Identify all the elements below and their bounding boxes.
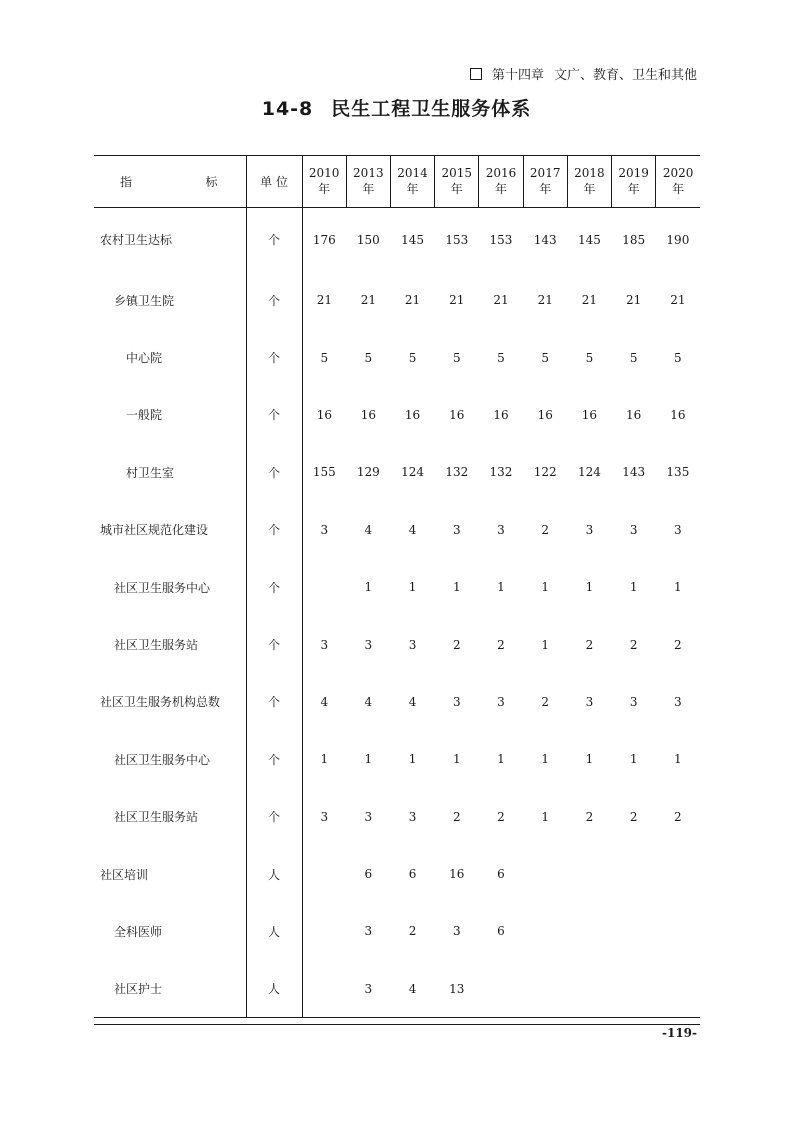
row-value: 1: [585, 580, 594, 595]
table-row: [94, 501, 700, 558]
row-value: 21: [493, 293, 509, 308]
table-row: [94, 208, 700, 272]
page-number: -119-: [661, 1026, 697, 1040]
indicator-header-left: 指: [120, 175, 133, 189]
row-unit: 个: [246, 731, 302, 788]
row-value: [656, 845, 700, 902]
row-value: 6: [408, 867, 417, 882]
table-title: [0, 94, 793, 121]
row-value: 1: [541, 637, 550, 652]
row-value: [612, 903, 656, 960]
row-value: 132: [445, 465, 469, 480]
row-value: 16: [581, 407, 598, 422]
row-value: 16: [670, 407, 686, 422]
row-label: 社区卫生服务中心: [94, 731, 246, 788]
row-value: 145: [401, 232, 424, 247]
row-label: 城市社区规范化建设: [94, 501, 246, 558]
row-value: 4: [408, 522, 417, 537]
row-value: 3: [320, 637, 329, 652]
table-row: [94, 329, 700, 386]
year-header: 2018 年: [567, 156, 611, 208]
row-value: [656, 960, 700, 1017]
row-value: 3: [364, 924, 373, 939]
year-header: 2020 年: [656, 156, 700, 208]
row-value: [302, 960, 346, 1017]
row-value: 16: [449, 867, 465, 882]
row-value: 2: [541, 694, 550, 709]
row-unit: 人: [246, 960, 302, 1017]
row-value: 1: [497, 580, 505, 595]
row-value: 21: [449, 293, 465, 308]
year-header: 2014 年: [390, 156, 434, 208]
row-value: 3: [629, 522, 638, 537]
row-value: 16: [449, 407, 465, 422]
row-value: 2: [452, 637, 461, 652]
row-value: 16: [360, 407, 376, 422]
row-value: 1: [364, 580, 373, 595]
row-value: 1: [497, 752, 505, 767]
row-value: 132: [489, 465, 513, 480]
row-value: 4: [364, 694, 373, 709]
row-label: 农村卫生达标: [94, 208, 246, 272]
row-value: 3: [629, 694, 638, 709]
row-value: 143: [622, 465, 646, 480]
row-value: 5: [408, 350, 417, 365]
row-value: 13: [435, 960, 479, 1017]
year-header: 2017 年: [523, 156, 567, 208]
row-value: 3: [364, 809, 373, 824]
row-value: 135: [666, 465, 690, 480]
row-value: 5: [629, 350, 638, 365]
row-value: 185: [622, 232, 646, 247]
row-value: 5: [497, 350, 505, 365]
row-value: 4: [364, 522, 373, 537]
row-value: 5: [674, 350, 682, 365]
table-row: [94, 444, 700, 501]
table-title-text: 民生工程卫生服务体系: [331, 98, 532, 120]
table-row: [94, 558, 700, 615]
row-value: 5: [541, 350, 550, 365]
row-value: 143: [533, 232, 557, 247]
row-unit: 个: [246, 329, 302, 386]
row-value: 21: [537, 293, 553, 308]
row-value: [656, 903, 700, 960]
row-value: 21: [626, 293, 642, 308]
row-value: 3: [452, 924, 461, 939]
table-header-row: [94, 156, 700, 208]
row-value: 1: [364, 752, 373, 767]
row-label: 社区培训: [94, 845, 246, 902]
row-value: 16: [537, 407, 553, 422]
row-value: 122: [533, 465, 557, 480]
row-label: 社区卫生服务站: [94, 788, 246, 845]
row-value: [302, 558, 346, 615]
row-value: 3: [320, 809, 329, 824]
row-value: 2: [674, 809, 682, 824]
row-label: 全科医师: [94, 903, 246, 960]
row-value: 3: [674, 694, 682, 709]
row-unit: 个: [246, 272, 302, 329]
row-value: 3: [497, 694, 505, 709]
row-value: 3: [408, 637, 417, 652]
square-bullet-icon: [470, 68, 482, 80]
row-value: 1: [408, 752, 417, 767]
row-value: 1: [629, 580, 638, 595]
row-unit: 个: [246, 558, 302, 615]
row-value: 190: [666, 232, 690, 247]
table-row: [94, 386, 700, 443]
row-value: 3: [364, 637, 373, 652]
row-value: [612, 845, 656, 902]
table-row: [94, 788, 700, 845]
row-value: 2: [629, 809, 638, 824]
row-value: 2: [497, 637, 505, 652]
row-value: 3: [674, 522, 682, 537]
row-value: 3: [408, 809, 417, 824]
bottom-rule: [94, 1024, 700, 1025]
row-value: 155: [312, 465, 336, 480]
row-value: 176: [312, 232, 336, 247]
row-value: 153: [489, 232, 513, 247]
row-value: 6: [497, 867, 505, 882]
row-value: 16: [626, 407, 642, 422]
table-row: [94, 845, 700, 902]
row-value: 3: [585, 522, 594, 537]
table-body: [94, 208, 700, 1018]
row-value: 1: [541, 752, 550, 767]
row-unit: 个: [246, 386, 302, 443]
row-unit: 个: [246, 616, 302, 673]
row-value: [612, 960, 656, 1017]
row-value: 21: [360, 293, 376, 308]
row-value: 3: [452, 694, 461, 709]
year-header: 2015 年: [435, 156, 479, 208]
unit-header: 单 位: [246, 156, 302, 208]
row-unit: 人: [246, 903, 302, 960]
row-value: 1: [541, 580, 550, 595]
row-value: 1: [320, 752, 329, 767]
row-value: 5: [585, 350, 594, 365]
row-value: [302, 903, 346, 960]
row-value: 2: [452, 809, 461, 824]
row-value: [523, 960, 567, 1017]
row-value: 2: [585, 809, 594, 824]
row-value: 3: [585, 694, 594, 709]
row-unit: 个: [246, 444, 302, 501]
row-value: 4: [390, 960, 434, 1017]
row-value: 6: [364, 867, 373, 882]
row-value: 16: [493, 407, 509, 422]
row-value: 1: [674, 752, 682, 767]
row-unit: 人: [246, 845, 302, 902]
row-unit: 个: [246, 501, 302, 558]
row-label: 社区卫生服务中心: [94, 558, 246, 615]
row-value: 2: [629, 637, 638, 652]
row-value: 153: [445, 232, 469, 247]
indicator-header-right: 标: [205, 175, 218, 189]
row-label: 社区卫生服务站: [94, 616, 246, 673]
row-value: 5: [320, 350, 329, 365]
row-value: 21: [404, 293, 421, 308]
table-row: [94, 272, 700, 329]
row-value: [523, 845, 567, 902]
row-value: 129: [356, 465, 380, 480]
row-label: 一般院: [94, 386, 246, 443]
row-value: 5: [364, 350, 373, 365]
section-label: 文广、教育、卫生和其他: [553, 68, 697, 83]
running-header: [470, 64, 697, 83]
year-header: 2016 年: [479, 156, 523, 208]
row-value: 5: [452, 350, 461, 365]
row-value: [479, 960, 523, 1017]
row-value: 3: [452, 522, 461, 537]
row-label: 村卫生室: [94, 444, 246, 501]
row-value: 21: [670, 293, 686, 308]
row-value: 1: [674, 580, 682, 595]
year-header: 2010 年: [302, 156, 346, 208]
row-value: 3: [320, 522, 329, 537]
row-value: 16: [404, 407, 421, 422]
row-value: 4: [320, 694, 329, 709]
row-value: 21: [316, 293, 332, 308]
row-value: 1: [629, 752, 638, 767]
row-value: 3: [497, 522, 505, 537]
data-table: [94, 155, 700, 1018]
indicator-header: [94, 156, 246, 208]
row-label: 乡镇卫生院: [94, 272, 246, 329]
row-value: 145: [577, 232, 601, 247]
row-unit: 个: [246, 673, 302, 730]
row-label: 社区卫生服务机构总数: [94, 673, 246, 730]
year-header: 2019 年: [612, 156, 656, 208]
row-value: 1: [541, 809, 550, 824]
table-row: [94, 903, 700, 960]
row-value: [302, 845, 346, 902]
row-value: 2: [408, 924, 417, 939]
row-value: 2: [585, 637, 594, 652]
row-value: 16: [316, 407, 332, 422]
row-value: [523, 903, 567, 960]
table-row: [94, 731, 700, 788]
row-value: 1: [408, 580, 417, 595]
table-number: 14-8: [261, 98, 314, 120]
row-value: [567, 845, 611, 902]
row-value: 1: [452, 752, 461, 767]
row-value: 6: [497, 924, 505, 939]
table-row: [94, 616, 700, 673]
row-unit: 个: [246, 208, 302, 272]
row-value: 124: [577, 465, 601, 480]
table-row: [94, 960, 700, 1017]
row-value: 3: [346, 960, 390, 1017]
year-header: 2013 年: [346, 156, 390, 208]
row-value: 2: [674, 637, 682, 652]
table-row: [94, 673, 700, 730]
row-unit: 个: [246, 788, 302, 845]
row-value: [567, 903, 611, 960]
row-label: 中心院: [94, 329, 246, 386]
row-value: 124: [401, 465, 424, 480]
row-value: 4: [408, 694, 417, 709]
row-value: 2: [541, 522, 550, 537]
row-label: 社区护士: [94, 960, 246, 1017]
row-value: 2: [497, 809, 505, 824]
row-value: 21: [581, 293, 598, 308]
row-value: 1: [585, 752, 594, 767]
chapter-label: 第十四章: [491, 68, 544, 83]
row-value: 1: [452, 580, 461, 595]
row-value: 150: [356, 232, 380, 247]
row-value: [567, 960, 611, 1017]
